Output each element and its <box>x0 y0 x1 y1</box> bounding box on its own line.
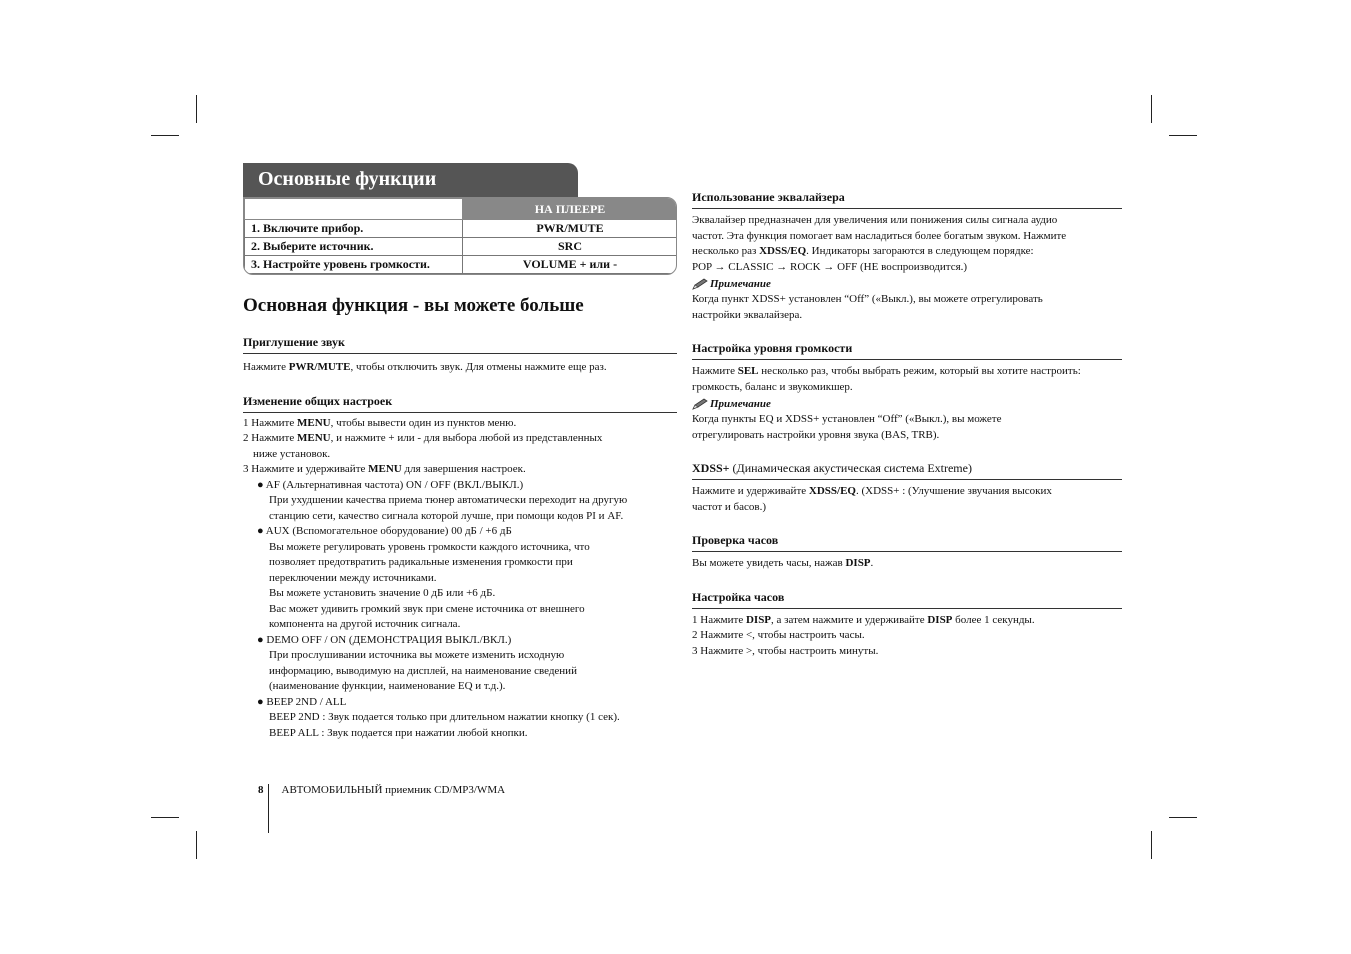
table-control: VOLUME + или - <box>463 256 678 274</box>
bullet-text: информацию, выводимую на дисплей, на наименование сведений <box>269 664 577 677</box>
settings-section <box>243 394 677 742</box>
clock-section <box>692 533 1122 572</box>
bullet-item: ● DEMO OFF / ON (ДЕМОНСТРАЦИЯ ВЫКЛ./ВКЛ.) <box>257 633 512 646</box>
crop-mark <box>196 95 197 123</box>
crop-mark <box>151 817 179 818</box>
settings-step-2-cont: ниже установок. <box>253 447 331 460</box>
eq-order: POP → CLASSIC → ROCK → OFF (НЕ воспроизводится.) <box>692 260 968 273</box>
crop-mark <box>1169 817 1197 818</box>
clock-heading: Проверка часов <box>692 533 1122 552</box>
pencil-icon <box>692 398 708 410</box>
eq-section <box>692 190 1122 323</box>
table-row <box>245 238 678 256</box>
bullet-text: (наименование функции, наименование EQ и т.д.). <box>269 680 506 692</box>
clockset-section <box>692 590 1122 660</box>
note-text: Когда пункт XDSS+ установлен “Off” («Выкл.), вы можете отрегулировать <box>692 293 1043 305</box>
settings-step-3: 3 Нажмите и удерживайте MENU для завершения настроек. <box>243 463 526 475</box>
bullet-text: При ухудшении качества приема тюнер автоматически переходит на другую <box>269 494 628 506</box>
bullet-item: ● AF (Альтернативная частота) ON / OFF (ВКЛ./ВЫКЛ.) <box>257 478 524 491</box>
eq-heading: Использование эквалайзера <box>692 190 1122 209</box>
footer-divider <box>268 784 269 833</box>
right-column <box>692 190 1122 672</box>
mute-text: Нажмите PWR/MUTE, чтобы отключить звук. Для отмены нажмите еще раз. <box>243 361 607 373</box>
bullet-text: компонента на другой источник сигнала. <box>269 618 461 630</box>
bullet-text: позволяет предотвратить радикальные изменения громкости при <box>269 556 573 568</box>
table-control: SRC <box>463 238 678 256</box>
clock-text: Вы можете увидеть часы, нажав DISP. <box>692 557 874 569</box>
table-step: 1. Включите прибор. <box>245 220 463 238</box>
note-text: Когда пункты EQ и XDSS+ установлен “Off” («Выкл.), вы можете <box>692 413 1002 425</box>
crop-mark <box>1169 135 1197 136</box>
mute-section <box>243 335 677 376</box>
table-header-row <box>245 199 678 220</box>
table-step: 2. Выберите источник. <box>245 238 463 256</box>
table-control: PWR/MUTE <box>463 220 678 238</box>
xdss-section <box>692 461 1122 515</box>
bullet-item: ● AUX (Вспомогательное оборудование) 00 дБ / +6 дБ <box>257 525 512 537</box>
bullet-text: переключении между источниками. <box>269 571 437 584</box>
clockset-step-2: 2 Нажмите <, чтобы настроить часы. <box>692 629 865 641</box>
bullet-text: BEEP 2ND : Звук подается только при длительном нажатии кнопку (1 сек). <box>269 711 620 723</box>
level-text: громкость, баланс и звукомикшер. <box>692 380 853 393</box>
left-column <box>243 163 677 754</box>
table-row <box>245 220 678 238</box>
clockset-step-1: 1 Нажмите DISP, а затем нажмите и удерживайте DISP более 1 секунды. <box>692 613 1035 626</box>
eq-text: несколько раз XDSS/EQ. Индикаторы загораются в следующем порядке: <box>692 245 1034 257</box>
page-footer <box>258 784 505 796</box>
crop-mark <box>151 135 179 136</box>
bullet-item: ● BEEP 2ND / ALL <box>257 695 347 708</box>
note-text: отрегулировать настройки уровня звука (BAS, TRB). <box>692 428 940 441</box>
bullet-text: Вы можете установить значение 0 дБ или +6 дБ. <box>269 587 496 599</box>
level-section <box>692 341 1122 443</box>
note-label: Примечание <box>692 278 1122 290</box>
crop-mark <box>1151 831 1152 859</box>
level-text: Нажмите SEL несколько раз, чтобы выбрать режим, который вы хотите настроить: <box>692 365 1081 377</box>
table-row <box>245 256 678 274</box>
page-title: Основные функции <box>243 163 578 197</box>
page-number: 8 <box>258 784 264 796</box>
crop-mark <box>196 831 197 859</box>
clockset-step-3: 3 Нажмите >, чтобы настроить минуты. <box>692 644 879 657</box>
bullet-text: Вас может удивить громкий звук при смене источника от внешнего <box>269 602 585 615</box>
xdss-text: Нажмите и удерживайте XDSS/EQ. (XDSS+ : (Улучшение звучания высоких <box>692 485 1052 497</box>
eq-text: Эквалайзер предназначен для увеличения или понижения силы сигнала аудио <box>692 214 1058 226</box>
settings-heading: Изменение общих настроек <box>243 394 677 413</box>
table-header-label: НА ПЛЕЕРЕ <box>463 199 678 220</box>
note-label: Примечание <box>692 398 1122 410</box>
pencil-icon <box>692 278 708 290</box>
level-heading: Настройка уровня громкости <box>692 341 1122 360</box>
mute-heading: Приглушение звук <box>243 335 677 354</box>
note-text: настройки эквалайзера. <box>692 308 803 321</box>
clockset-heading: Настройка часов <box>692 590 1122 609</box>
bullet-text: При прослушивании источника вы можете изменить исходную <box>269 649 565 661</box>
xdss-heading: XDSS+ (Динамическая акустическая система Extreme) <box>692 461 1122 480</box>
bullet-text: BEEP ALL : Звук подается при нажатии любой кнопки. <box>269 726 528 739</box>
bullet-text: Вы можете регулировать уровень громкости каждого источника, что <box>269 540 590 553</box>
bullet-text: станцию сети, качество сигнала которой лучше, при помощи кодов PI и AF. <box>269 509 624 522</box>
crop-mark <box>1151 95 1152 123</box>
footer-text: АВТОМОБИЛЬНЫЙ приемник CD/MP3/WMA <box>281 784 506 796</box>
section-title: Основная функция - вы можете больше <box>243 295 584 316</box>
table-header-empty <box>245 199 463 220</box>
settings-step-2: 2 Нажмите MENU, и нажмите + или - для выбора любой из представленных <box>243 432 603 444</box>
table-step: 3. Настройте уровень громкости. <box>245 256 463 274</box>
controls-table <box>243 197 677 275</box>
settings-step-1: 1 Нажмите MENU, чтобы вывести один из пунктов меню. <box>243 416 517 429</box>
eq-text: частот. Эта функция помогает вам насладиться более богатым звуком. Нажмите <box>692 229 1067 242</box>
xdss-text: частот и басов.) <box>692 500 766 513</box>
